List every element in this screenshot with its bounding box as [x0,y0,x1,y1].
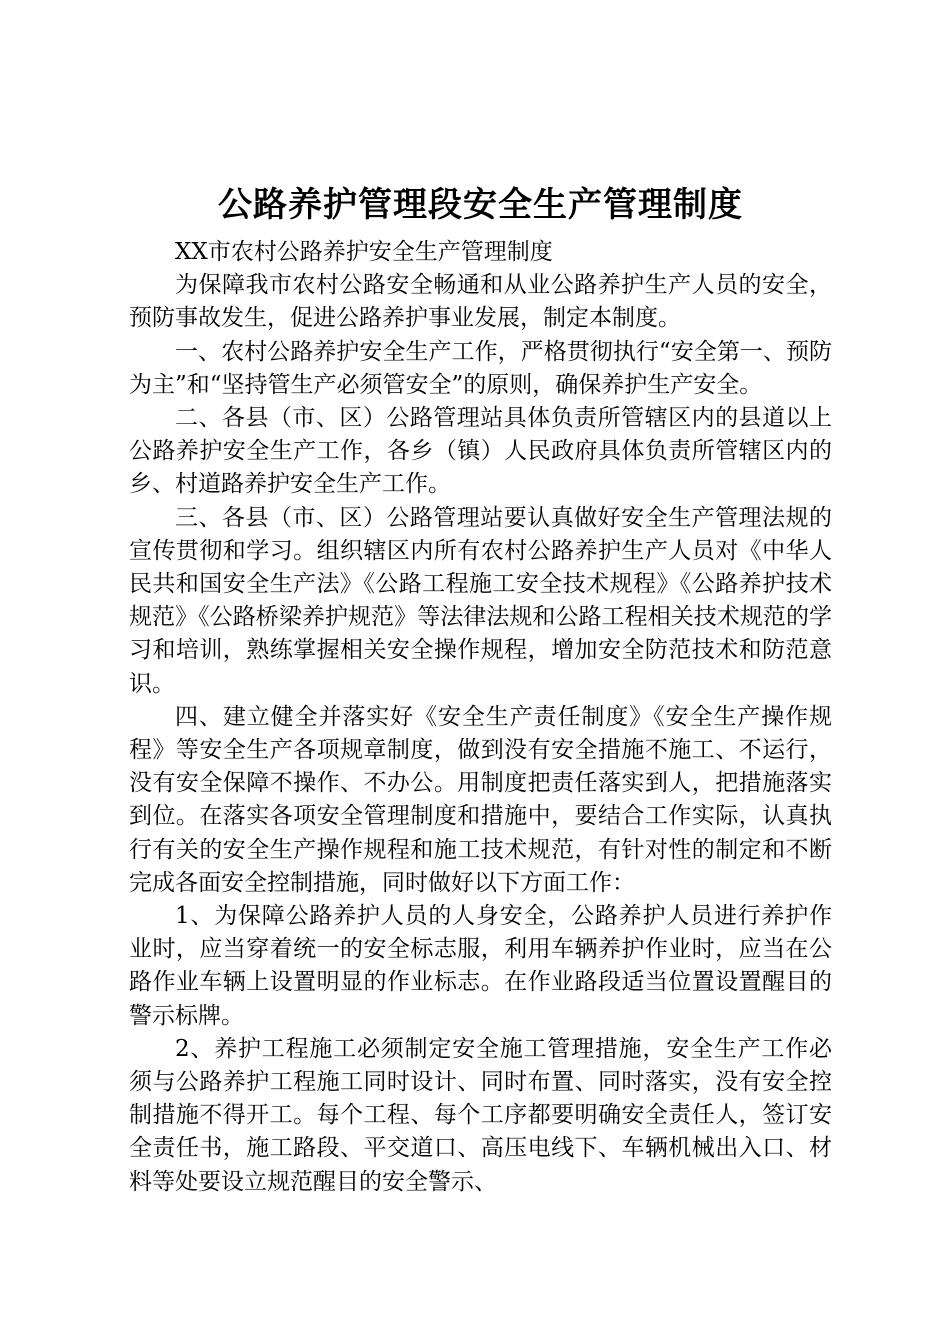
paragraph-subitem-2: 2、养护工程施工必须制定安全施工管理措施，安全生产工作必须与公路养护工程施工同时设计、同时布置、同时落实，没有安全控制措施不得开工。每个工程、每个工序都要明确安全责任人，签订安全责任书，施工路段、平交道口、高压电线下、车辆机械出入口、材料等处要设立规范醒目的安全警示、 [129,1035,832,1195]
paragraph-item-2: 二、各县（市、区）公路管理站具体负责所管辖区内的县道以上公路养护安全生产工作，各乡（镇）人民政府具体负责所管辖区内的乡、村道路养护安全生产工作。 [129,405,832,498]
paragraph-intro: 为保障我市农村公路安全畅通和从业公路养护生产人员的安全，预防事故发生，促进公路养护事业发展，制定本制度。 [129,272,832,332]
paragraph-item-4: 四、建立健全并落实好《安全生产责任制度》《安全生产操作规程》等安全生产各项规章制度，做到没有安全措施不施工、不运行，没有安全保障不操作、不办公。用制度把责任落实到人，把措施落实到位。在落实各项安全管理制度和措施中，要结合工作实际，认真执行有关的安全生产操作规程和施工技术规范，有针对性的制定和不断完成各面安全控制措施，同时做好以下方面工作： [129,703,832,896]
paragraph-item-1: 一、农村公路养护安全生产工作，严格贯彻执行“安全第一、预防为主”和“坚持管生产必须管安全”的原则，确保养护生产安全。 [129,338,832,398]
paragraph-item-3: 三、各县（市、区）公路管理站要认真做好安全生产管理法规的宣传贯彻和学习。组织辖区内所有农村公路养护生产人员对《中华人民共和国安全生产法》《公路工程施工安全技术规程》《公路养护技术规范》《公路桥梁养护规范》等法律法规和公路工程相关技术规范的学习和培训，熟练掌握相关安全操作规程，增加安全防范技术和防范意识。 [129,504,832,697]
paragraph-subitem-1: 1、为保障公路养护人员的人身安全，公路养护人员进行养护作业时，应当穿着统一的安全标志服，利用车辆养护作业时，应当在公路作业车辆上设置明显的作业标志。在作业路段适当位置设置醒目的警示标牌。 [129,903,832,1029]
document-page [129,180,832,1199]
document-title: 公路养护管理段安全生产管理制度 [218,185,743,225]
paragraph-subtitle: XX市农村公路养护安全生产管理制度 [175,239,553,265]
